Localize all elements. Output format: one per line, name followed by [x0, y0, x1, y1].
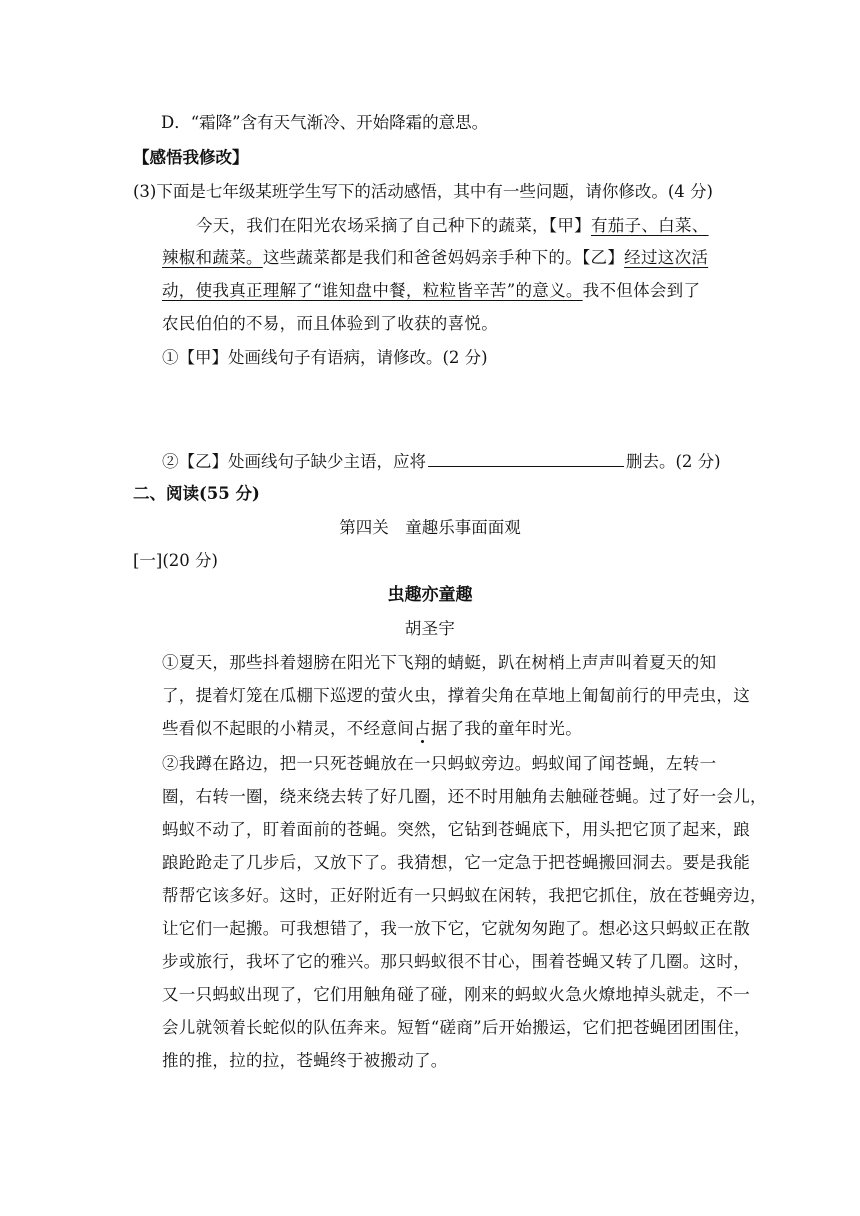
paragraph-1-line [162, 717, 582, 741]
paragraph-1-line: 了，提着灯笼在瓜棚下巡逻的萤火虫，撑着尖角在草地上匍匐前行的甲壳虫，这 [162, 686, 750, 705]
answer-blank[interactable] [428, 448, 624, 467]
passage-line: 农民伯伯的不易，而且体验到了收获的喜悦。 [162, 314, 498, 333]
section-heading-reading: 二、阅读(55 分) [133, 484, 260, 503]
sub-question-2-text: ②【乙】处画线句子缺少主语，应将 [162, 452, 426, 471]
passage-line [162, 279, 700, 303]
underlined-sentence-jia: 辣椒和蔬菜。 [162, 248, 263, 267]
underlined-sentence-jia: 有茄子、白菜、 [590, 216, 709, 235]
question-3: (3)下面是七年级某班学生写下的活动感悟，其中有一些问题，请你修改。(4 分) [133, 182, 713, 201]
section-heading-revise: 【感悟我修改】 [133, 148, 249, 167]
sub-question-2-tail: 删去。(2 分) [626, 452, 721, 471]
sub-question-2 [162, 448, 721, 474]
option-d: D．“霜降”含有天气渐冷、开始降霜的意思。 [161, 113, 489, 132]
passage-text: 我不但体会到了 [582, 281, 701, 300]
underlined-sentence-yi: 动，使我真正理解了“谁知盘中餐，粒粒皆辛苦”的意义。 [162, 281, 583, 300]
paragraph-2-line: 让它们一起搬。可我想错了，我一放下它，它就匆匆跑了。想必这只蚂蚁正在散 [162, 919, 750, 938]
paragraph-2-line: 步或旅行，我坏了它的雅兴。那只蚂蚁很不甘心，围着苍蝇又转了几圈。这时， [162, 952, 750, 971]
part-label: [一](20 分) [133, 551, 218, 570]
level-title: 第四关 童趣乐事面面观 [339, 518, 521, 537]
paragraph-2-line: 蚂蚁不动了，盯着面前的苍蝇。突然，它钻到苍蝇底下，用头把它顶了起来，踉 [162, 820, 750, 839]
emphasis-dotted-char: 占 [414, 719, 431, 738]
underlined-sentence-yi: 经过这次活 [624, 248, 709, 267]
article-title: 虫趣亦童趣 [387, 585, 473, 605]
paragraph-text: 些看似不起眼的小精灵，不经意间 [162, 719, 414, 738]
paragraph-2-line: 推的推，拉的拉，苍蝇终于被搬动了。 [162, 1051, 448, 1070]
paragraph-2-line: ②我蹲在路边，把一只死苍蝇放在一只蚂蚁旁边。蚂蚁闻了闻苍蝇，左转一 [162, 754, 717, 773]
paragraph-text: 据了我的童年时光。 [430, 719, 583, 738]
paragraph-2-line: 又一只蚂蚁出现了，它们用触角碰了碰，刚来的蚂蚁火急火燎地掉头就走，不一 [162, 985, 750, 1004]
paragraph-2-line: 会儿就领着长蛇似的队伍奔来。短暂“磋商”后开始搬运，它们把苍蝇团团围住， [162, 1018, 751, 1037]
passage-line [162, 246, 708, 270]
paragraph-1-line: ①夏天，那些抖着翅膀在阳光下飞翔的蜻蜓，趴在树梢上声声叫着夏天的知 [162, 653, 717, 672]
passage-text: 今天，我们在阳光农场采摘了自己种下的蔬菜，【甲】 [196, 216, 591, 235]
article-author: 胡圣宇 [404, 619, 456, 638]
paragraph-2-line: 帮帮它该多好。这时，正好附近有一只蚂蚁在闲转，我把它抓住，放在苍蝇旁边， [162, 886, 767, 905]
paragraph-2-line: 踉跄跄走了几步后，又放下了。我猜想，它一定急于把苍蝇搬回洞去。要是我能 [162, 853, 750, 872]
passage-line [196, 214, 709, 238]
sub-question-1: ①【甲】处画线句子有语病，请修改。(2 分) [162, 348, 488, 367]
passage-text: 这些蔬菜都是我们和爸爸妈妈亲手种下的。【乙】 [262, 248, 625, 267]
paragraph-2-line: 圈，右转一圈，绕来绕去转了好几圈，还不时用触角去触碰苍蝇。过了好一会儿， [162, 787, 767, 806]
